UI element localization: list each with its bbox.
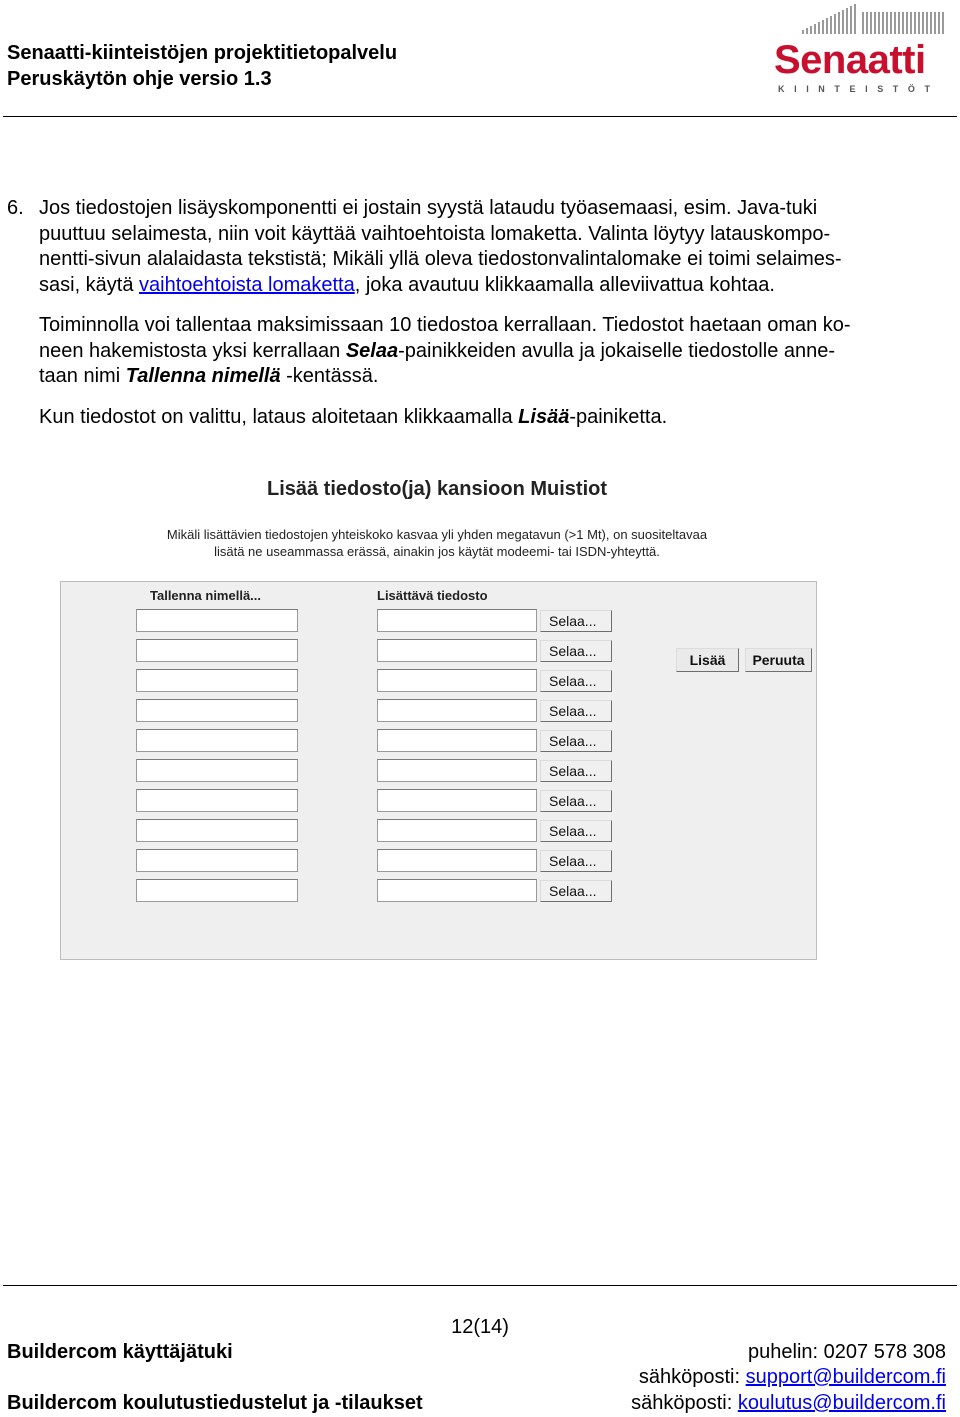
logo-wordmark: Senaatti — [774, 38, 926, 82]
text-line: nentti-sivun alalaidasta tekstistä; Mikäli yllä oleva tiedostonvalintalomake ei toimi selaimes- — [39, 248, 842, 270]
form-title: Lisää tiedosto(ja) kansioon Muistiot — [266, 478, 608, 500]
text-line — [39, 339, 951, 365]
text-line — [39, 405, 951, 431]
footer-training-label: Buildercom koulutustiedustelut ja -tilaukset — [7, 1392, 423, 1414]
browse-button[interactable]: Selaa... — [540, 610, 612, 632]
step-paragraph-1 — [7, 196, 951, 298]
file-path-input[interactable] — [377, 729, 537, 752]
save-name-input[interactable] — [136, 849, 298, 872]
footer-support-email — [639, 1366, 946, 1389]
file-path-input[interactable] — [377, 699, 537, 722]
save-name-input[interactable] — [136, 789, 298, 812]
browse-button[interactable]: Selaa... — [540, 730, 612, 752]
instruction-text — [7, 196, 951, 430]
document-header-title — [7, 40, 397, 92]
save-name-input[interactable] — [136, 669, 298, 692]
file-path-input[interactable] — [377, 879, 537, 902]
email-label: sähköposti: — [631, 1392, 738, 1414]
save-name-input[interactable] — [136, 819, 298, 842]
page-number: 12(14) — [451, 1316, 509, 1338]
text-line: puuttuu selaimesta, niin voit käyttää vaihtoehtoista lomaketta. Valinta löytyy latauskompo- — [39, 222, 831, 245]
browse-button[interactable]: Selaa... — [540, 640, 612, 662]
step-paragraph-2 — [7, 313, 951, 390]
save-name-input[interactable] — [136, 639, 298, 662]
footer-divider — [3, 1285, 957, 1286]
text-fragment: -painikkeiden avulla ja jokaiselle tiedostolle anne- — [398, 339, 836, 362]
training-email-link[interactable]: koulutus@buildercom.fi — [737, 1392, 946, 1414]
column-header-file: Lisättävä tiedosto — [377, 588, 488, 603]
footer-phone — [748, 1341, 946, 1364]
email-label: sähköposti: — [638, 1366, 746, 1388]
save-name-input[interactable] — [136, 699, 298, 722]
text-line — [39, 364, 951, 390]
text-line: Jos tiedostojen lisäyskomponentti ei jostain syystä lataudu työasemaasi, esim. Java-tuki — [39, 197, 818, 219]
emphasis-add: Lisää — [518, 405, 570, 428]
step-paragraph-3 — [7, 405, 951, 431]
browse-button[interactable]: Selaa... — [540, 760, 612, 782]
phone-label: puhelin: — [748, 1341, 824, 1363]
header-title-line1: Senaatti-kiinteistöjen projektitietopalvelu — [7, 42, 398, 64]
browse-button[interactable]: Selaa... — [540, 880, 612, 902]
browse-button[interactable]: Selaa... — [540, 820, 612, 842]
text-line — [39, 273, 951, 299]
file-path-input[interactable] — [377, 849, 537, 872]
alternative-form-link[interactable]: vaihtoehtoista lomaketta — [139, 273, 355, 296]
phone-number: 0207 578 308 — [823, 1341, 946, 1363]
save-name-input[interactable] — [136, 609, 298, 632]
browse-button[interactable]: Selaa... — [540, 700, 612, 722]
form-note — [0, 526, 874, 560]
support-email-link[interactable]: support@buildercom.fi — [745, 1366, 946, 1388]
save-name-input[interactable] — [136, 759, 298, 782]
file-path-input[interactable] — [377, 759, 537, 782]
file-path-input[interactable] — [377, 669, 537, 692]
cancel-button[interactable]: Peruuta — [745, 648, 812, 672]
save-name-input[interactable] — [136, 729, 298, 752]
emphasis-save-name: Tallenna nimellä — [125, 365, 281, 387]
text-fragment: -kentässä. — [280, 365, 379, 387]
footer-training-email — [631, 1392, 946, 1415]
text-fragment: neen hakemistosta yksi kerrallaan — [39, 339, 346, 362]
text-fragment: sasi, käytä — [39, 273, 140, 296]
text-fragment: -painiketta. — [569, 405, 668, 428]
step-number: 6. — [7, 197, 24, 219]
text-fragment: taan nimi — [39, 365, 126, 387]
form-note-line2: lisätä ne useammassa erässä, ainakin jos käytät modeemi- tai ISDN-yhteyttä. — [214, 544, 660, 559]
file-path-input[interactable] — [377, 639, 537, 662]
add-button[interactable]: Lisää — [676, 648, 739, 672]
column-header-save-name: Tallenna nimellä... — [150, 588, 262, 603]
browse-button[interactable]: Selaa... — [540, 670, 612, 692]
text-fragment: , joka avautuu klikkaamalla alleviivattua kohtaa. — [354, 273, 775, 296]
emphasis-browse: Selaa — [345, 339, 399, 362]
text-line: Toiminnolla voi tallentaa maksimissaan 10 tiedostoa kerrallaan. Tiedostot haetaan oman ko- — [39, 314, 851, 336]
browse-button[interactable]: Selaa... — [540, 790, 612, 812]
file-path-input[interactable] — [377, 819, 537, 842]
browse-button[interactable]: Selaa... — [540, 850, 612, 872]
text-fragment: Kun tiedostot on valittu, lataus aloitetaan klikkaamalla — [39, 405, 519, 428]
footer-support-label: Buildercom käyttäjätuki — [7, 1341, 233, 1363]
form-note-line1: Mikäli lisättävien tiedostojen yhteiskoko kasvaa yli yhden megatavun (>1 Mt), on suositeltavaa — [166, 527, 708, 542]
file-path-input[interactable] — [377, 609, 537, 632]
logo-bars-icon — [802, 4, 950, 36]
upload-form — [60, 581, 817, 960]
senaatti-logo — [772, 2, 950, 98]
header-title-line2: Peruskäytön ohje versio 1.3 — [7, 68, 272, 90]
logo-subtitle: KIINTEISTÖT — [778, 84, 940, 94]
header-divider — [3, 116, 957, 117]
file-path-input[interactable] — [377, 789, 537, 812]
save-name-input[interactable] — [136, 879, 298, 902]
